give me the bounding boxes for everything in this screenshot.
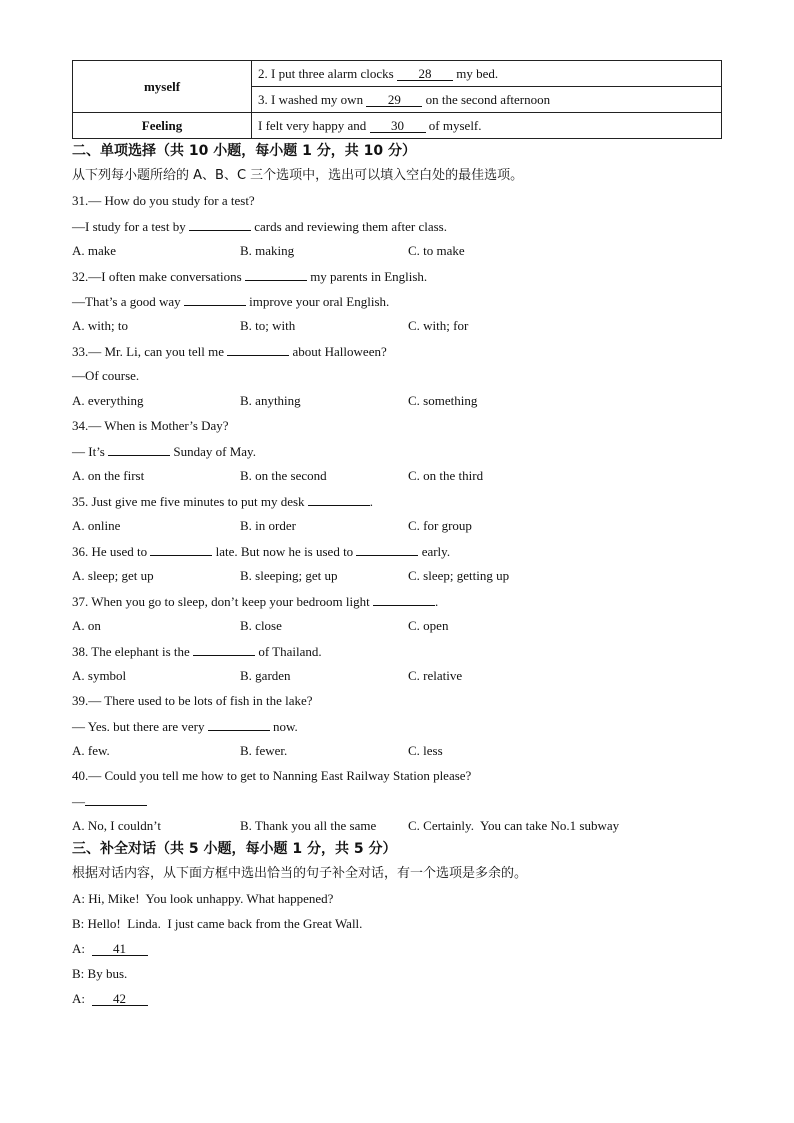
dialogue-line bbox=[72, 966, 127, 982]
dialogue-line bbox=[72, 891, 333, 907]
answer-option: A. everything bbox=[72, 393, 144, 408]
fill-blank bbox=[108, 443, 170, 456]
answer-option: C. something bbox=[408, 393, 478, 408]
fill-blank bbox=[308, 493, 370, 506]
question-line bbox=[72, 368, 139, 384]
table-row bbox=[73, 61, 722, 87]
answer-option: B. fewer. bbox=[240, 743, 288, 758]
question-line bbox=[72, 443, 256, 460]
answer-option: A. symbol bbox=[72, 668, 127, 683]
cell-text: 3. I washed my own bbox=[258, 91, 367, 107]
fill-blank bbox=[85, 793, 147, 806]
table-cell bbox=[252, 113, 722, 139]
speaker-label: A: bbox=[72, 991, 92, 1006]
cell-text: I felt very happy and bbox=[258, 117, 370, 133]
question-text: Sunday of May. bbox=[170, 444, 256, 459]
question-text: — Yes. but there are very bbox=[72, 719, 208, 734]
answer-option: A. sleep; get up bbox=[72, 568, 154, 583]
question-text: 37. When you go to sleep, don’t keep your bedroom light bbox=[72, 594, 373, 609]
fill-blank bbox=[245, 268, 307, 281]
question-line bbox=[72, 593, 438, 610]
question-line bbox=[72, 543, 450, 560]
cell-text: 2. I put three alarm clocks bbox=[258, 65, 397, 81]
question-text: — bbox=[72, 794, 85, 809]
answer-option: C. relative bbox=[408, 668, 463, 683]
question-text: my parents in English. bbox=[306, 269, 428, 284]
question-text: now. bbox=[269, 719, 298, 734]
table-cell bbox=[252, 87, 722, 113]
answer-option: B. garden bbox=[240, 668, 291, 683]
question-text: — It’s bbox=[72, 444, 109, 459]
answer-option: B. making bbox=[240, 243, 295, 258]
question-text: . bbox=[435, 594, 439, 609]
answer-option: A. make bbox=[72, 243, 117, 258]
answer-blank: 42 bbox=[92, 992, 148, 1006]
question-text: improve your oral English. bbox=[245, 294, 390, 309]
row-label: Feeling bbox=[73, 113, 252, 139]
question-text: —Of course. bbox=[72, 368, 140, 383]
question-text: 32.—I often make conversations bbox=[72, 269, 245, 284]
answer-option: C. for group bbox=[408, 518, 472, 533]
answer-option: A. No, I couldn’t bbox=[72, 818, 161, 833]
question-text: 39.— There used to be lots of fish in the lake? bbox=[72, 693, 313, 708]
question-text: 38. The elephant is the bbox=[72, 644, 194, 659]
question-text: late. But now he is used to bbox=[212, 544, 357, 559]
answer-option: B. anything bbox=[240, 393, 301, 408]
speaker-label: B: bbox=[72, 966, 88, 981]
question-line bbox=[72, 193, 255, 209]
speaker-label: A: bbox=[72, 941, 92, 956]
speaker-label: B: bbox=[72, 916, 88, 931]
question-line bbox=[72, 768, 471, 784]
fill-blank bbox=[184, 293, 246, 306]
answer-option: C. less bbox=[408, 743, 443, 758]
section-instruction: 根据对话内容，从下面方框中选出恰当的句子补全对话，有一个选项是多余的。 bbox=[72, 866, 528, 881]
question-text: . bbox=[369, 494, 374, 509]
cell-text: my bed. bbox=[452, 65, 499, 81]
section-heading: 三、补全对话（共 5 小题，每小题 1 分，共 5 分） bbox=[72, 841, 397, 857]
answer-option: B. sleeping; get up bbox=[240, 568, 338, 583]
fill-blank bbox=[150, 543, 212, 556]
answer-option: B. close bbox=[240, 618, 282, 633]
section-instruction: 从下列每小题所给的 A、B、C 三个选项中，选出可以填入空白处的最佳选项。 bbox=[72, 168, 524, 183]
cell-text: on the second afternoon bbox=[422, 91, 551, 107]
fill-blank bbox=[193, 643, 255, 656]
question-text: cards and reviewing them after class. bbox=[250, 219, 447, 234]
answer-option: C. with; for bbox=[408, 318, 469, 333]
answer-option: A. on bbox=[72, 618, 101, 633]
dialogue-line bbox=[72, 941, 148, 957]
question-text: —I study for a test by bbox=[72, 219, 189, 234]
answer-option: A. online bbox=[72, 518, 121, 533]
question-line bbox=[72, 693, 313, 709]
question-line bbox=[72, 718, 298, 735]
fill-blank bbox=[373, 593, 435, 606]
question-line bbox=[72, 293, 389, 310]
dialogue-line bbox=[72, 916, 362, 932]
answer-option: C. Certainly. You can take No.1 subway bbox=[408, 818, 620, 833]
answer-option: A. few. bbox=[72, 743, 110, 758]
dialogue-text: Hi, Mike! You look unhappy. What happened? bbox=[88, 891, 334, 906]
summary-table bbox=[72, 60, 722, 139]
fill-blank bbox=[356, 543, 418, 556]
answer-blank: 41 bbox=[92, 942, 148, 956]
question-line bbox=[72, 643, 322, 660]
answer-option: B. in order bbox=[240, 518, 296, 533]
question-line bbox=[72, 793, 147, 810]
table-row bbox=[73, 113, 722, 139]
question-text: 31.— How do you study for a test? bbox=[72, 193, 255, 208]
question-text: 36. He used to bbox=[72, 544, 151, 559]
question-text: 33.— Mr. Li, can you tell me bbox=[72, 344, 228, 359]
answer-option: C. on the third bbox=[408, 468, 484, 483]
cell-text: of myself. bbox=[425, 117, 482, 133]
question-text: of Thailand. bbox=[255, 644, 322, 659]
answer-blank: 28 bbox=[397, 67, 453, 81]
fill-blank bbox=[227, 343, 289, 356]
answer-blank: 30 bbox=[370, 119, 426, 133]
fill-blank bbox=[208, 718, 270, 731]
question-line bbox=[72, 218, 447, 235]
question-text: 40.— Could you tell me how to get to Nanning East Railway Station please? bbox=[72, 768, 472, 783]
answer-blank: 29 bbox=[366, 93, 422, 107]
answer-option: C. sleep; getting up bbox=[408, 568, 510, 583]
answer-option: C. to make bbox=[408, 243, 465, 258]
question-text: —That’s a good way bbox=[72, 294, 184, 309]
table-cell bbox=[252, 61, 722, 87]
dialogue-text: Hello! Linda. I just came back from the Great Wall. bbox=[87, 916, 363, 931]
question-text: 34.— When is Mother’s Day? bbox=[72, 418, 229, 433]
question-line bbox=[72, 493, 373, 510]
question-line bbox=[72, 343, 387, 360]
answer-option: B. Thank you all the same bbox=[240, 818, 377, 833]
answer-option: C. open bbox=[408, 618, 449, 633]
section-heading: 二、单项选择（共 10 小题，每小题 1 分，共 10 分） bbox=[72, 143, 416, 159]
question-text: early. bbox=[418, 544, 451, 559]
answer-option: A. with; to bbox=[72, 318, 128, 333]
answer-option: B. on the second bbox=[240, 468, 327, 483]
question-line bbox=[72, 418, 229, 434]
row-label: myself bbox=[73, 61, 252, 113]
answer-option: B. to; with bbox=[240, 318, 296, 333]
speaker-label: A: bbox=[72, 891, 89, 906]
fill-blank bbox=[189, 218, 251, 231]
question-text: about Halloween? bbox=[289, 344, 387, 359]
question-text: 35. Just give me five minutes to put my desk bbox=[72, 494, 308, 509]
dialogue-text: By bus. bbox=[87, 966, 128, 981]
question-line bbox=[72, 268, 427, 285]
dialogue-line bbox=[72, 991, 148, 1007]
answer-option: A. on the first bbox=[72, 468, 145, 483]
